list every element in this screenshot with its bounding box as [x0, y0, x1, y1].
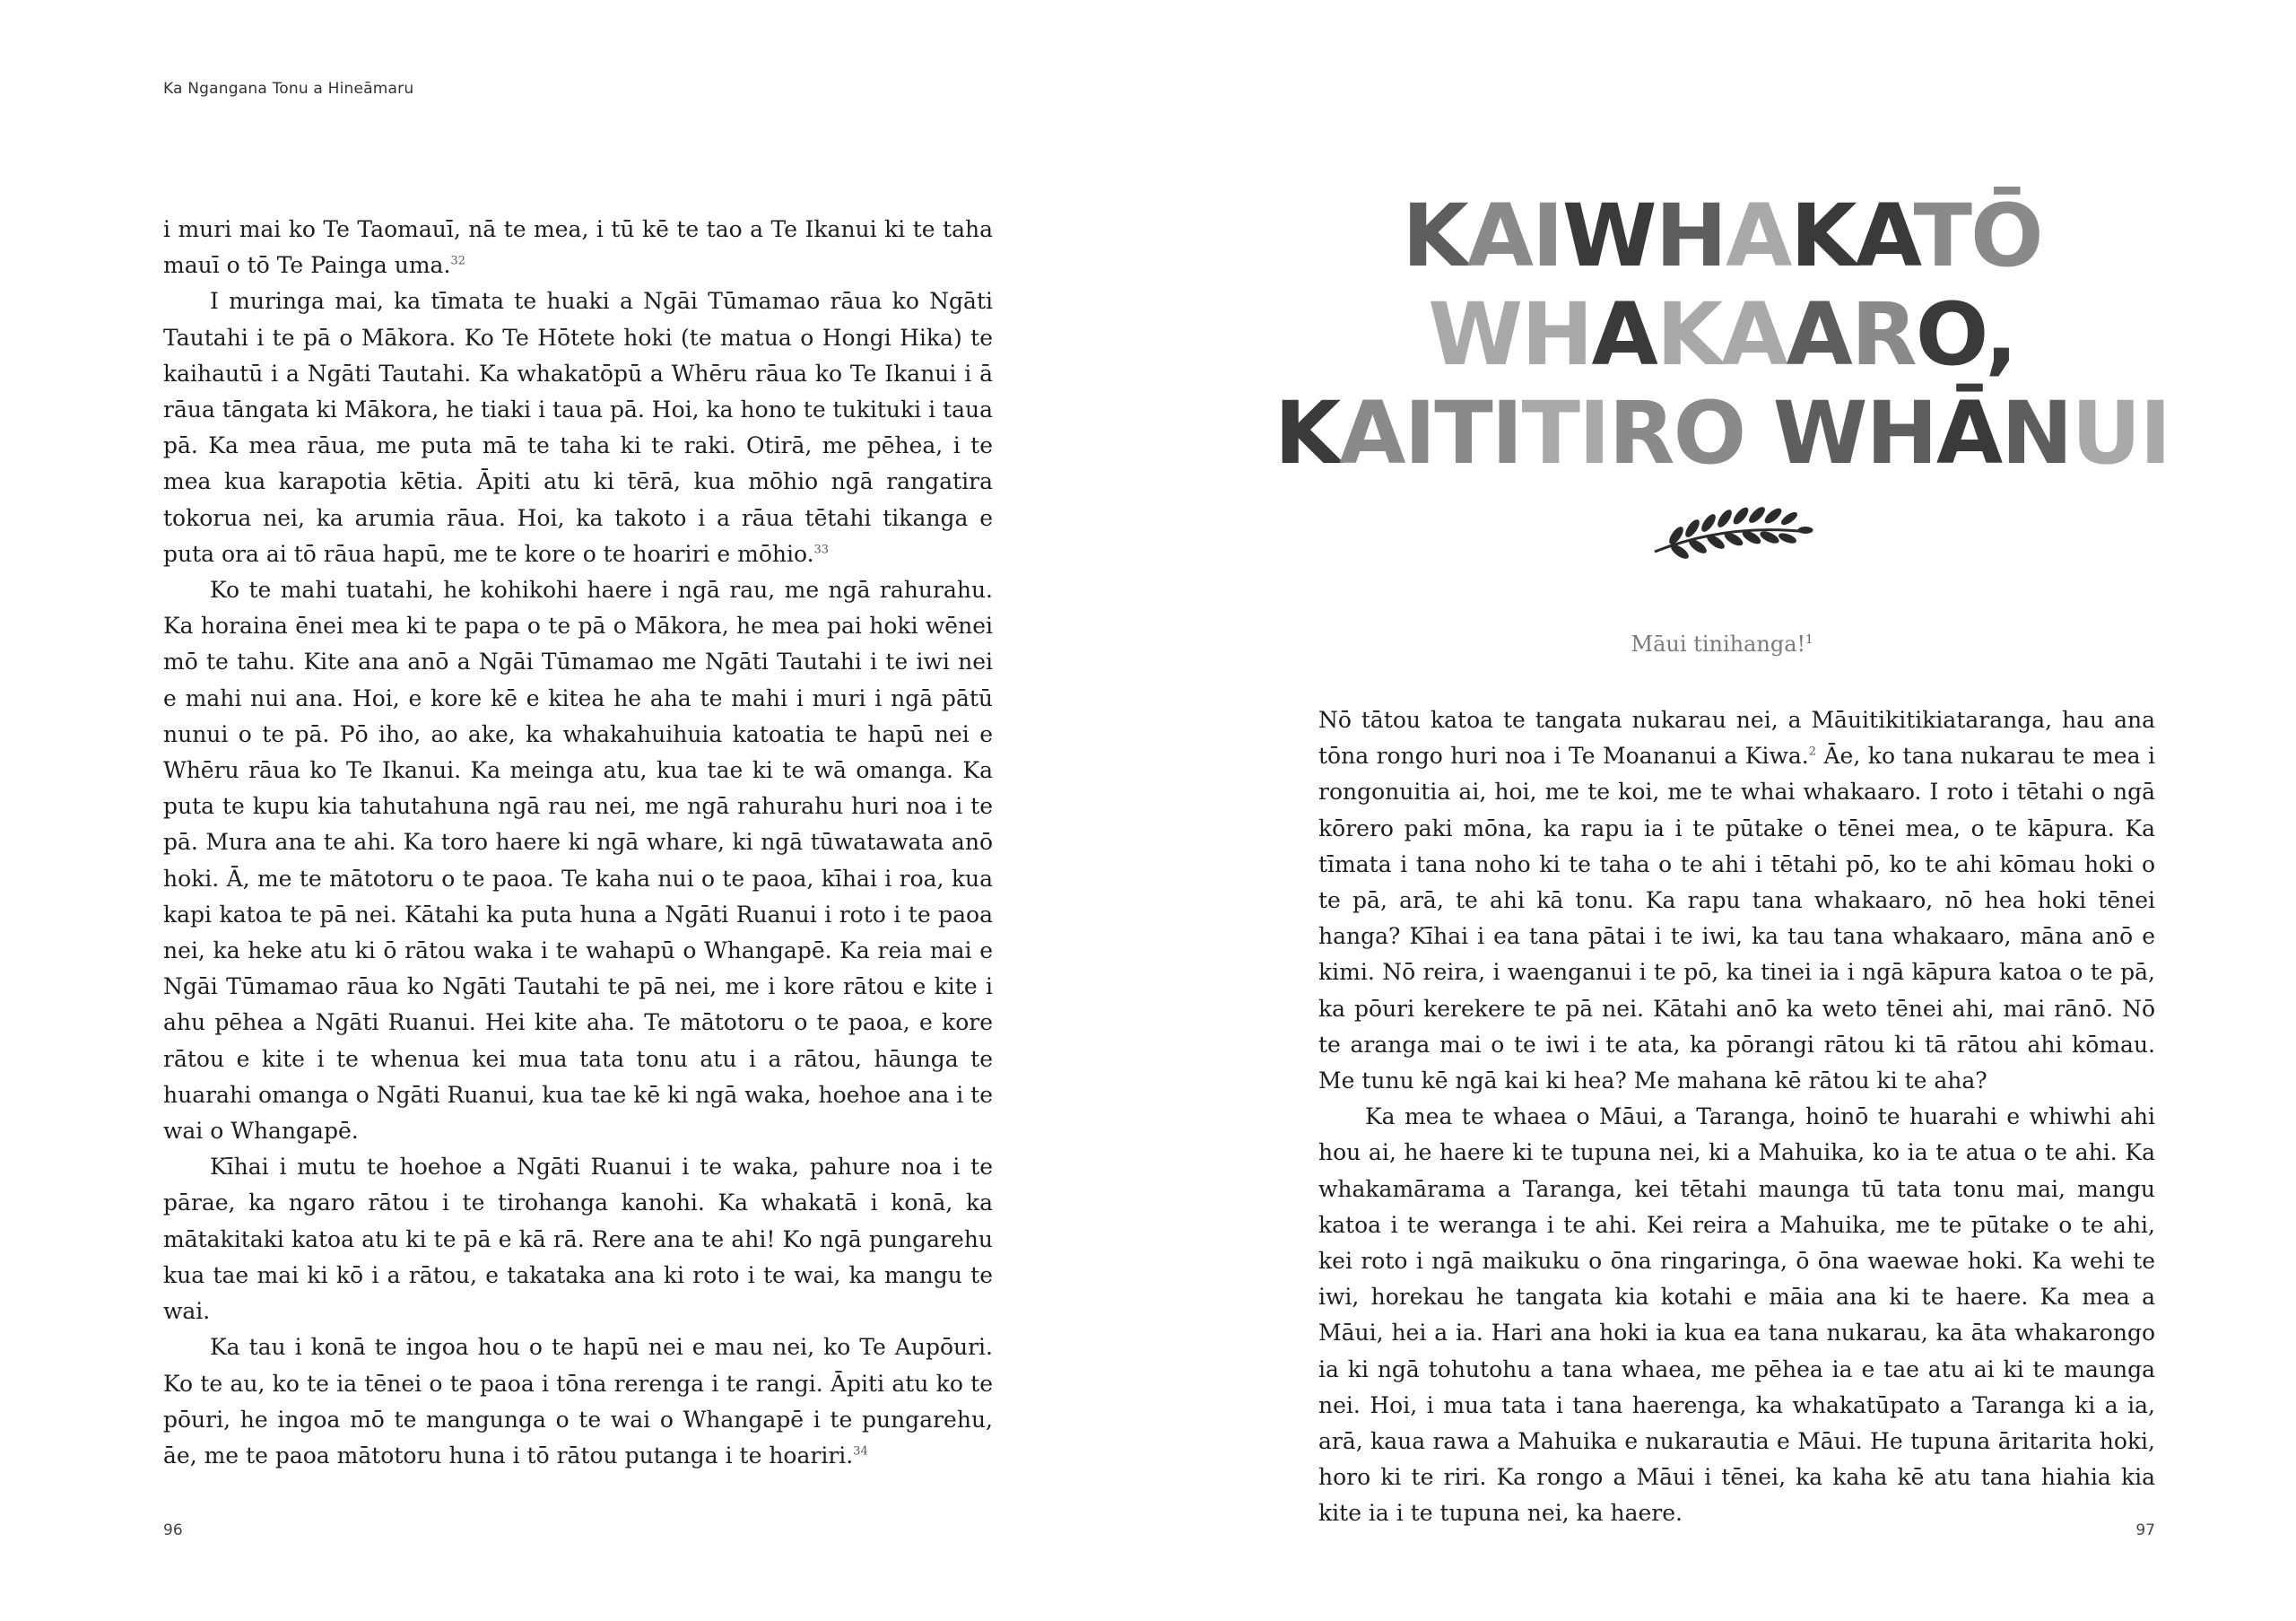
- epigraph: Māui tinihanga!$^1$: [1631, 632, 1813, 657]
- paragraph: Ka mea te whaea o Māui, a Taranga, hoinō te huarahi e whiwhi ahi hou ai, he haere ki te tupuna nei, ki a Mahuika, ko ia te atua o te ahi. Ka whakamārama a Taranga, kei tētahi maunga tū tata tonu mai, mangu katoa i te weranga i te ahi. Kei reira a Mahuika, me te pūtake o te ahi, kei roto i ngā maikuku o ōna ringaringa, ō ōna waewae hoki. Ka wehi te iwi, horekau he tangata kia kotahi e māia ana ki te haere. Ka mea a Māui, hei a ia. Hari ana hoki ia kua ea tana nukarau, ka āta whakarongo ia ki ngā tohutohu a tana whaea, me pēhea ia e tae atu ai ki te maunga nei. Hoi, i mua tata i tana haerenga, ka whakatūpato a Taranga ki a ia, arā, kaua rawa a Mahuika e nukarautia e Māui. He tupuna āritarita hoki, horo ki te riri. Ka rongo a Māui i tēnei, ka kaha kē atu tana hiahia kia kite ia i te tupuna nei, ka haere.: [1318, 1103, 2155, 1527]
- right-page: [1148, 0, 2296, 1621]
- title-line: WHAKAARO,: [1428, 284, 2016, 385]
- footnote-ref[interactable]: 32: [450, 254, 465, 268]
- footnote-ref[interactable]: 1: [1805, 633, 1813, 647]
- title-line: KAITITIRO WHĀNUI: [1274, 383, 2170, 484]
- paragraph: Nō tātou katoa te tangata nukarau nei, a Māuitikitikiataranga, hau ana tōna rongo huri noa i Te Moananui a Kiwa.$^2$ Āe, ko tana nukarau te mea i rongonuitia ai, hoi, me te koi, me te whai whakaaro. I roto i tētahi o ngā kōrero paki mōna, ka rapu ia i te pūtake o tēnei mea, o te kāpura. Ka tīmata i tana noho ki te taha o te ahi i tētahi pō, ko te ahi kōmau hoki o te pā, arā, te ahi kā tonu. Ka rapu tana whakaaro, nō hea hoki tēnei hanga? Kīhai i ea tana pātai i te iwi, ka tau tana whakaaro, māna anō e kimi. Nō reira, i waenganui i te pō, ka tinei ia i ngā kāpura katoa o te pā, ka pōuri kerekere te pā nei. Kātahi anō ka weto tēnei ahi, mai rānō. Nō te aranga mai o te iwi i te ata, ka pōrangi rātou ki tā rātou ahi kōmau. Me tunu kē ngā kai ki hea? Me mahana kē rātou ki te aha?: [1318, 707, 2155, 1094]
- title-line: KAIWHAKATŌ: [1402, 186, 2042, 286]
- paragraph: I muringa mai, ka tīmata te huaki a Ngāi Tūmamao rāua ko Ngāti Tautahi i te pā o Mākora. Ko Te Hōtete hoki (te matua o Hongi Hika) te kaihautū i a Ngāti Tautahi. Ka whakatōpū a Whēru rāua ko Te Ikanui i ā rāua tāngata ki Mākora, he tiaki i taua pā. Hoi, ka hono te tukituki i taua pā. Ka mea rāua, me puta mā te taha ki te raki. Otirā, me pēhea, i te mea kua karapotia kētia. Āpiti atu ki tērā, kua mōhio ngā rangatira tokorua nei, ka arumia rāua. Hoi, ka takoto i a rāua tētahi tikanga e puta ora ai tō rāua hapū, me te kore o te hoariri e mōhio.$^{33}$: [163, 288, 993, 567]
- paragraph: Ko te mahi tuatahi, he kohikohi haere i ngā rau, me ngā rahurahu. Ka horaina ēnei mea ki te papa o te pā o Mākora, he mea pai hoki wēnei mō te tahu. Kite ana anō a Ngāi Tūmamao me Ngāti Tautahi i te iwi nei e mahi nui ana. Hoi, e kore kē e kitea he aha te mahi i muri i ngā pātū nunui o te pā. Pō iho, ao ake, ka whakahuihuia katoatia te hapū nei e Whēru rāua ko Te Ikanui. Ka meinga atu, kua tae ki te wā omanga. Ka puta te kupu kia tahutahuna ngā rau nei, me ngā rahurahu huri noa i te pā. Mura ana te ahi. Ka toro haere ki ngā whare, ki ngā tūwatawata anō hoki. Ā, me te mātotoru o te paoa. Te kaha nui o te paoa, kīhai i roa, kua kapi katoa te pā nei. Kātahi ka puta huna a Ngāti Ruanui i roto i te paoa nei, ka heke atu ki ō rātou waka i te wahapū o Whangapē. Ka reia mai e Ngāi Tūmamao rāua ko Ngāti Tautahi te pā nei, me i kore rātou e kite i ahu pēhea a Ngāti Ruanui. Hei kite aha. Te mātotoru o te paoa, e kore rātou e kite i te whenua kei mua tata tonu atu i a rātou, hāunga te huarahi omanga o Ngāti Ruanui, kua tae kē ki ngā waka, hoehoe ana i te wai o Whangapē.: [163, 577, 993, 1145]
- footnote-ref[interactable]: 33: [813, 543, 830, 557]
- paragraph: i muri mai ko Te Taomauī, nā te mea, i tū kē te tao a Te Ikanui ki te taha mauī o tō Te Painga uma.$^{32}$: [163, 216, 993, 279]
- page-number: 96: [163, 1521, 183, 1539]
- paragraph: Ka tau i konā te ingoa hou o te hapū nei e mau nei, ko Te Aupōuri. Ko te au, ko te ia tēnei o te paoa i tōna rerenga i te rangi. Āpiti atu ko te pōuri, he ingoa mō te mangunga o te wai o Whangapē i te pungarehu, āe, me te paoa mātotoru huna i tō rātou putanga i te hoariri.$^{34}$: [163, 1334, 993, 1468]
- page-number: 97: [2135, 1521, 2155, 1539]
- chapter-title: [1148, 187, 2296, 483]
- running-head: Ka Ngangana Tonu a Hineāmaru: [163, 80, 414, 98]
- fern-leaf-icon: [1646, 496, 1816, 568]
- footnote-ref[interactable]: 34: [853, 1444, 868, 1459]
- right-body-text: [1318, 702, 2155, 1532]
- footnote-ref[interactable]: 2: [1808, 745, 1816, 759]
- paragraph: Kīhai i mutu te hoehoe a Ngāti Ruanui i te waka, pahure noa i te pārae, ka ngaro rātou i te tirohanga kanohi. Ka whakatā i konā, ka mātakitaki katoa atu ki te pā e kā rā. Rere ana te ahi! Ko ngā pungarehu kua tae mai ki kō i a rātou, e takataka ana ki roto i te wai, ka mangu te wai.: [163, 1154, 993, 1325]
- left-body-text: [163, 212, 993, 1474]
